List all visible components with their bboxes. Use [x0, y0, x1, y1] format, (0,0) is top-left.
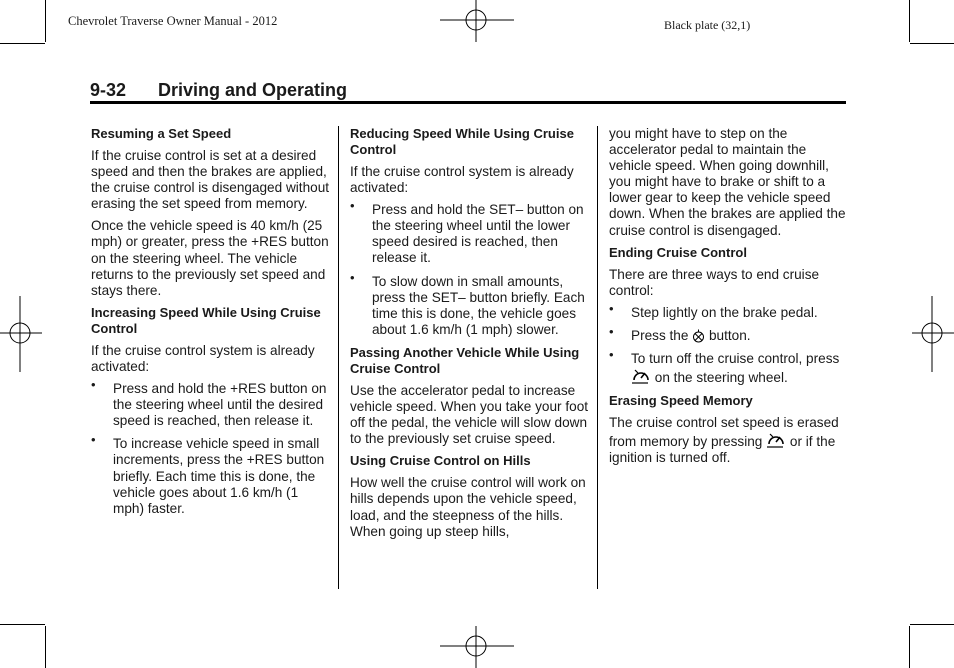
registration-mark-top: [440, 0, 516, 44]
crop-mark: [0, 43, 45, 44]
heading-ending-cruise: Ending Cruise Control: [609, 244, 747, 260]
crop-mark: [0, 624, 45, 625]
bullet-glyph: •: [91, 432, 96, 448]
list-item-text: Step lightly on the brake pedal.: [631, 304, 818, 320]
heading-erasing-speed-memory: Erasing Speed Memory: [609, 393, 753, 409]
paragraph-text: or if the ignition is turned off.: [609, 434, 836, 466]
list-item-text: Press the: [631, 327, 689, 343]
heading-cruise-on-hills: Using Cruise Control on Hills: [350, 453, 531, 469]
paragraph: There are three ways to end cruise control:: [609, 266, 820, 298]
list-item-text: Press and hold the +RES button on the steering wheel until the desired speed is reached, then release it.: [113, 381, 327, 429]
bullet-list: [91, 377, 331, 517]
heading-increasing-speed: Increasing Speed While Using Cruise Control: [91, 304, 321, 336]
paragraph: you might have to step on the accelerator pedal to maintain the vehicle speed. When going downhill, you might have to brake or shift to a lower gear to keep the vehicle speed down. When the brakes are applied the cruise control is disengaged.: [609, 126, 846, 238]
crop-mark: [910, 624, 954, 625]
list-item-text: To slow down in small amounts, press the SET– button briefly. Each time this is done, the vehicle goes about 1.6 km/h (1 mph) slower.: [372, 273, 585, 337]
column-divider: [597, 126, 598, 589]
column-1: [91, 126, 331, 524]
column-divider: [338, 126, 339, 589]
crop-mark: [45, 626, 46, 668]
heading-resuming-speed: Resuming a Set Speed: [91, 126, 232, 141]
plate-label: Black plate (32,1): [664, 18, 751, 32]
crop-mark: [909, 626, 910, 668]
list-item: [609, 347, 851, 386]
list-item-text: To turn off the cruise control, press: [631, 351, 840, 367]
list-item-text: Press and hold the SET– button on the steering wheel until the lower speed desired is reached, then release it.: [372, 202, 584, 266]
column-2: [350, 126, 590, 546]
paragraph: Use the accelerator pedal to increase vehicle speed. When you take your foot off the pedal, the vehicle will slow down to the previously set cruise speed.: [350, 382, 589, 447]
crop-mark: [910, 43, 954, 44]
paragraph: If the cruise control system is already activated:: [350, 164, 574, 196]
registration-mark-left: [0, 296, 42, 372]
cruise-on-off-icon: [766, 431, 786, 449]
paragraph: If the cruise control is set at a desired speed and then the brakes are applied, the cruise control is disengaged without erasing the set speed from memory.: [91, 148, 330, 212]
paragraph: Once the vehicle speed is 40 km/h (25 mph) or greater, press the +RES button on the steering wheel. The vehicle returns to the previously set speed and stays there.: [91, 218, 329, 298]
manual-title: Chevrolet Traverse Owner Manual - 2012: [68, 14, 278, 28]
crop-mark: [909, 0, 910, 42]
list-item-text: To increase vehicle speed in small increments, press the +RES button briefly. Each time this is done, the vehicle goes about 1.6 km/h (1 mph) faster.: [113, 436, 325, 516]
bullet-glyph: •: [609, 300, 614, 316]
paragraph: If the cruise control system is already activated:: [91, 342, 315, 374]
page-number: 9-32: [90, 80, 127, 100]
bullet-glyph: •: [350, 269, 355, 285]
heading-rule: [90, 101, 846, 104]
column-3: [609, 126, 851, 473]
cruise-cancel-icon: [692, 329, 705, 343]
bullet-glyph: •: [609, 323, 614, 339]
heading-passing-vehicle: Passing Another Vehicle While Using Cruise Control: [350, 344, 580, 376]
list-item: [609, 323, 851, 344]
bullet-glyph: •: [609, 347, 614, 363]
bullet-glyph: •: [91, 377, 96, 393]
list-item: [350, 198, 590, 266]
list-item-text: button.: [708, 327, 751, 343]
bullet-list: [350, 198, 590, 338]
list-item: [609, 300, 851, 321]
paragraph: [609, 415, 851, 466]
bullet-glyph: •: [350, 198, 355, 214]
list-item: [91, 377, 331, 429]
paragraph-text: The cruise control set speed is erased from memory by pressing: [609, 415, 839, 450]
section-title: Driving and Operating: [158, 80, 348, 100]
bullet-list: [609, 300, 851, 386]
paragraph: How well the cruise control will work on hills depends upon the vehicle speed, load, and the steepness of the hills. When going up steep hills,: [350, 475, 586, 539]
heading-reducing-speed: Reducing Speed While Using Cruise Control: [350, 126, 574, 157]
registration-mark-right: [912, 296, 954, 372]
cruise-on-off-icon: [631, 367, 651, 385]
crop-mark: [45, 0, 46, 42]
registration-mark-bottom: [440, 626, 516, 668]
list-item: [91, 432, 331, 516]
list-item-text: on the steering wheel.: [654, 370, 788, 386]
list-item: [350, 269, 590, 338]
